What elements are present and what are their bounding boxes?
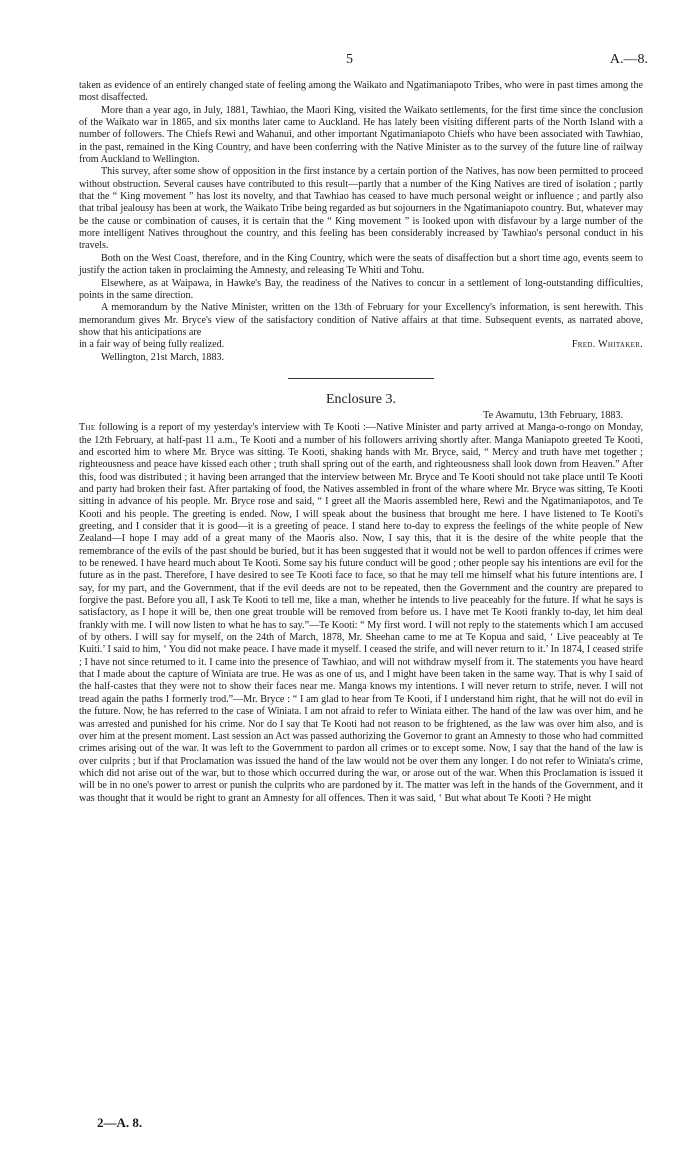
enclosure-opening-word: The xyxy=(79,422,96,434)
letter-paragraph-waipawa: Elsewhere, as at Waipawa, in Hawke's Bay, the readiness of the Natives to concur in a settlement of long-outstanding difficulties, points in the same direction. xyxy=(79,277,643,301)
section-divider xyxy=(288,378,434,379)
enclosure-title: Enclosure 3. xyxy=(326,391,396,407)
enclosure-report-text: following is a report of my yesterday's interview with Te Kooti :—Native Minister and party arrived at Manga-o-rongo on Monday, the 12th February, at half-past 11 a.m., Te Kooti and a number of his followers arriving shortly after. Manga Maniapoto greeted Te Kooti, and escorted him to where Mr. Bryce was sitting. Te Kooti, shaking hands with Mr. Bryce, said, “ Mercy and truth have met together ; righteousness and peace have kissed each other ; truth shall spring out of the earth, and righteousness shall look down from Heaven.” After this, food was distributed ; it having been arranged that the interview between Mr. Bryce and Te Kooti should not take place until Te Kooti and party had broken their fast. After partaking of food, the Natives assembled in front of the whare where Mr. Bryce was sitting, Te Kooti sitting in advance of his people. Mr. Bryce rose and said, “ I greet all the Maoris assembled here, Rewi and the Ngatimaniapotos, and Te Kooti and his people. The greeting is ended. Now, I will speak about the business that brought me here. I have listened to Te Kooti's greeting, and I consider that it is good—it is a greeting of peace. I stand here to-day to express the feelings of the white people of New Zealand—I hope I may add of a great many of the Maoris also. Now, I say this, that it is the desire of the white people that the remembrance of the evils of the past should be buried, but it has been suggested that it would not be well to pardon offences if crimes were to be renewed. I have heard much about Te Kooti. Some say his future conduct will be good ; other people say his intentions are evil for the future as in the past. Therefore, I have desired to see Te Kooti face to face, so that he may tell me himself what his future intentions are. I say, for my part, and the Government, that if the evil deeds are not to be repeated, then the Government and the country are prepared to forgive the past. Before you all, I ask Te Kooti to tell me, like a man, whether he intends to live peaceably for the future. If what he says is satisfactory, as I hope it will be, then one great trouble will be removed from before us. I have met Te Kooti frankly to-day, let him deal frankly with me. I will now listen to what he has to say.”—Te Kooti: “ My first word. I will not reply to the statements which I am accused of by others. I will say for myself, on the 24th of March, 1878, Mr. Sheehan came to me at Te Kopua and said, ‘ Live peaceably at Te Kuiti.’ I said to him, ‘ You did not make peace. I have made it myself. I ceased the strife, and will never return to it.’ In 1874, I ceased strife ; I have not since returned to it. I came into the presence of Tawhiao, and will not withdraw myself from it. The statements you have heard that I made about the capture of Winiata are true. He was as one of us, and I might have been taken in the same way. That is why I said of the half-castes that they were not to show their faces near me. Manga knows my intentions. I will never return to strife, never. I will not tread again the paths I formerly trod.”—Mr. Bryce : “ I am glad to hear from Te Kooti, if I understand him right, that he will not do evil in the future. Now, he has referred to the case of Winiata. I am not afraid to refer to Winiata either. The hand of the law was over him, and he was arrested and punished for his crime. Nor do I say that Te Kooti had not reason to be frightened, as the law was over him also, and is over him at the present moment. Last session an Act was passed authorizing the Governor to grant an Amnesty to those who had committed crimes arising out of the war. It was left to the Government to pardon all crimes or to except some. Now, I say that the hand of the law is over culprits ; but if that Proclamation was issued the hand of the law would not be over them any longer. I do not refer to Winiata's crime, which did not arise out of the war, but to those which occurred during the war, or arose out of the war. When this Proclamation is issued it will be in no one's power to arrest or punish the culprits who are pardoned by it. The matter was left in the hands of the Government, and it was thought that it would be right to grant an Amnesty for all offences. Then it was said, ‘ But what about Te Kooti ? He might xyxy=(79,422,644,804)
letter-paragraph-continued: taken as evidence of an entirely changed state of feeling among the Waikato and Ngatimaniapoto Tribes, who were in past times among the most disaffected. xyxy=(79,80,643,104)
letter-date-line: Wellington, 21st March, 1883. xyxy=(101,351,225,363)
letter-paragraph-west-coast: Both on the West Coast, therefore, and in the King Country, which were the seats of disaffection but a short time ago, events seem to justify the action taken in proclaiming the Amnesty, and releasing Te Whiti and Tohu. xyxy=(79,252,643,277)
parliamentary-paper-reference: A.—8. xyxy=(609,52,648,67)
document-body xyxy=(79,80,643,805)
letter-paragraph-survey: This survey, after some show of opposition in the first instance by a certain portion of the Natives, has now been permitted to proceed without obstruction. Several causes have contributed to this result—partly that a number of the King Natives are tired of isolation ; partly that the “ King movement ” has lost its novelty, and that Tawhiao has ceased to have much personal weight or influence ; and partly also that tribal jealousy has been at work, the Waikato Tribe being regarded as but sojourners in the Ngatimaniapoto country. But, whatever may be the cause or combination of causes, it is certain that the “ King movement ” is looked upon with disfavour by a large number of the more intelligent Natives throughout the country, and this feeling has been considerably increased by Tawhiao's personal conduct in his travels. xyxy=(79,166,643,252)
letter-signature: Fred. Whitaker. xyxy=(571,339,643,351)
letter-closing-line xyxy=(79,339,643,351)
letter-paragraph-memorandum: A memorandum by the Native Minister, written on the 13th of February for your Excellency's information, is sent herewith. This memorandum gives Mr. Bryce's view of the satisfactory condition of Native affairs at that time. Subsequent events, as narrated above, show that his anticipations are xyxy=(79,302,643,338)
enclosure-place-date: Te Awamutu, 13th February, 1883. xyxy=(483,409,623,421)
letter-paragraph-tawhiao-visit: More than a year ago, in July, 1881, Tawhiao, the Maori King, visited the Waikato settlements, for the first time since the conclusion of the Waikato war in 1865, and six months later came to Auckland. He has lately been visiting different parts of the North Island with a number of followers. The Chiefs Rewi and Wahanui, and other important Ngatimaniapoto Chiefs who have been associated with Tawhiao, in the past, remained in the King Country, and have been conferring with the Native Minister as to the survey of the future line of railway from Auckland to Wellington. xyxy=(79,104,643,166)
signature-mark: 2—A. 8. xyxy=(97,1115,143,1130)
page-number: 5 xyxy=(346,52,353,67)
enclosure-report xyxy=(79,422,643,805)
letter-last-line: in a fair way of being fully realized. xyxy=(79,339,225,351)
